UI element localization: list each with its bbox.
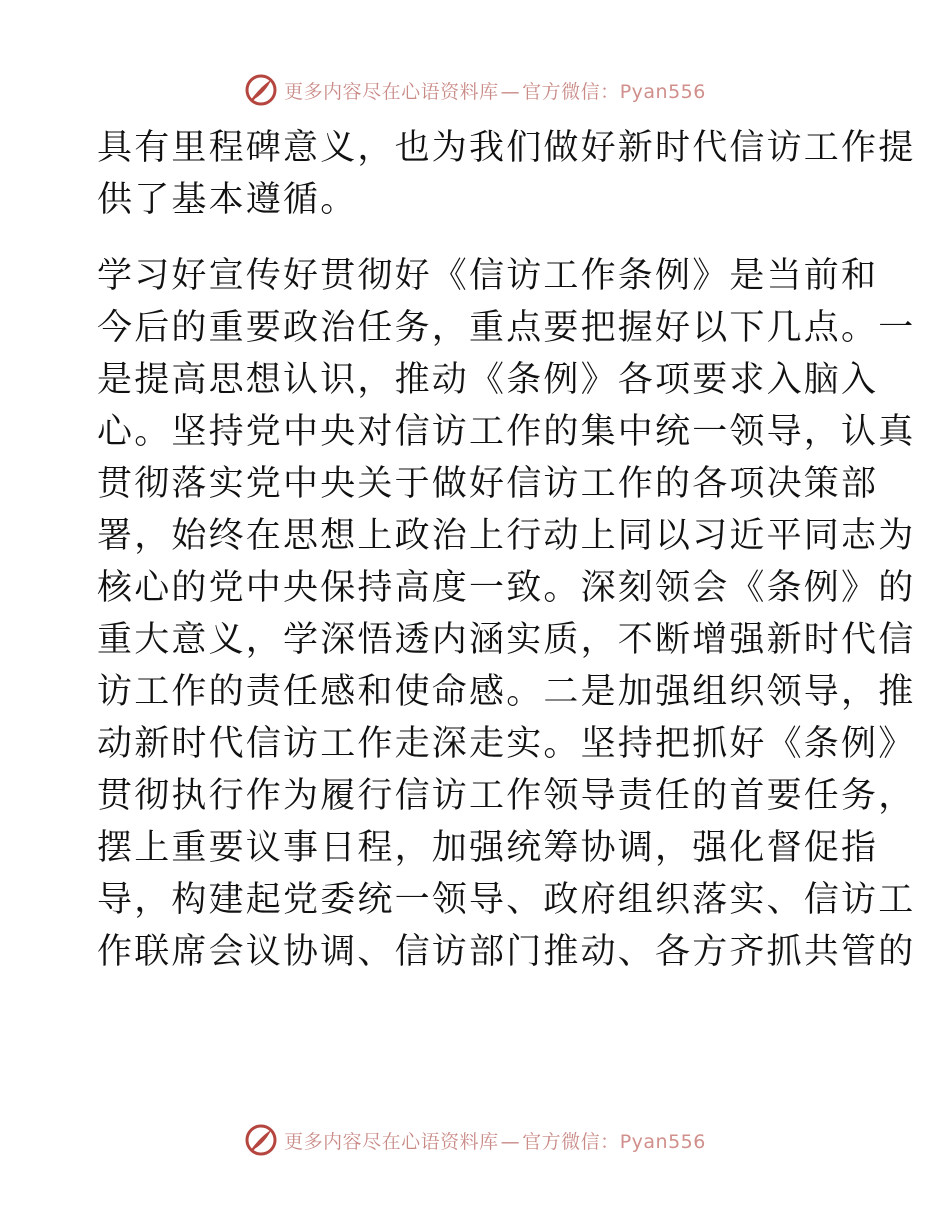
- text-line: 贯彻落实党中央关于做好信访工作的各项决策部: [97, 464, 879, 504]
- quill-ink-seal-icon: [244, 1123, 278, 1157]
- paragraph-2: [97, 250, 916, 978]
- text-line: 心。坚持党中央对信访工作的集中统一领导，认真: [97, 412, 916, 452]
- text-line: 重大意义，学深悟透内涵实质，不断增强新时代信: [97, 620, 916, 660]
- text-line: 作联席会议协调、信访部门推动、各方齐抓共管的: [97, 932, 916, 972]
- text-line: 摆上重要议事日程，加强统筹协调，强化督促指: [97, 828, 879, 868]
- text-line: 是提高思想认识，推动《条例》各项要求入脑入: [97, 360, 879, 400]
- text-line: 学习好宣传好贯彻好《信访工作条例》是当前和: [97, 256, 879, 296]
- text-line: 导，构建起党委统一领导、政府组织落实、信访工: [97, 880, 916, 920]
- text-line: 动新时代信访工作走深走实。坚持把抓好《条例》: [97, 724, 916, 764]
- text-line: 供了基本遵循。: [97, 180, 358, 220]
- watermark-text: 更多内容尽在心语资料库 — 官方微信：Pyan556: [284, 80, 706, 103]
- document-body: [97, 122, 916, 978]
- paragraph-1: [97, 122, 916, 226]
- text-line: 今后的重要政治任务，重点要把握好以下几点。一: [97, 308, 916, 348]
- text-line: 具有里程碑意义，也为我们做好新时代信访工作提: [97, 128, 916, 168]
- text-line: 贯彻执行作为履行信访工作领导责任的首要任务，: [97, 776, 916, 816]
- watermark-text: 更多内容尽在心语资料库 — 官方微信：Pyan556: [284, 1130, 706, 1153]
- footer-watermark: [0, 1120, 950, 1160]
- text-line: 署，始终在思想上政治上行动上同以习近平同志为: [97, 516, 916, 556]
- header-watermark: [0, 70, 950, 110]
- text-line: 核心的党中央保持高度一致。深刻领会《条例》的: [97, 568, 916, 608]
- text-line: 访工作的责任感和使命感。二是加强组织领导，推: [97, 672, 916, 712]
- quill-ink-seal-icon: [244, 73, 278, 107]
